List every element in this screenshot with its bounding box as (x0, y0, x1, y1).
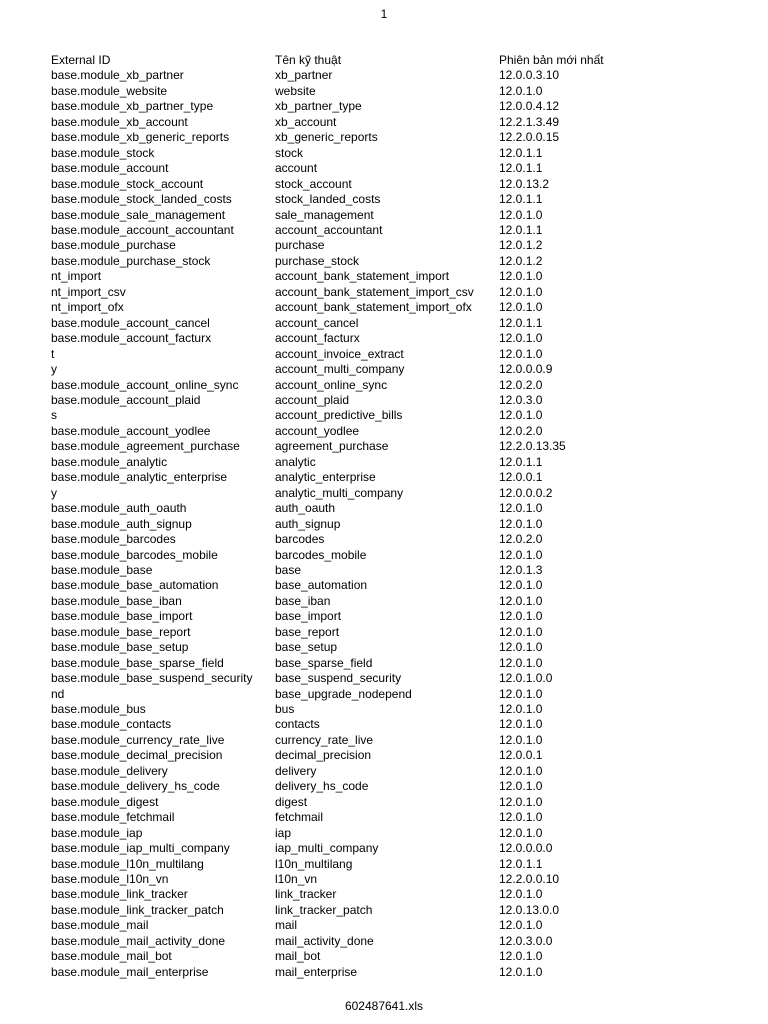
table-row (51, 733, 649, 748)
cell-technical-name: xb_account (275, 114, 337, 129)
cell-latest-version: 12.0.2.0 (499, 532, 543, 547)
cell-technical-name: iap_multi_company (275, 841, 379, 856)
cell-external-id: base.module_fetchmail (51, 810, 175, 825)
cell-external-id: base.module_l10n_multilang (51, 856, 204, 871)
cell-technical-name: xb_partner (275, 68, 333, 83)
cell-external-id: base.module_base_automation (51, 578, 219, 593)
table-row (51, 208, 649, 223)
cell-external-id: base.module_digest (51, 794, 159, 809)
cell-latest-version: 12.2.0.13.35 (499, 439, 566, 454)
cell-latest-version: 12.0.0.3.10 (499, 68, 560, 83)
cell-technical-name: bus (275, 702, 295, 717)
table-body (51, 68, 649, 980)
table-row (51, 872, 649, 887)
table-row (51, 161, 649, 176)
cell-latest-version: 12.0.1.0 (499, 501, 543, 516)
table-row (51, 300, 649, 315)
table-row (51, 687, 649, 702)
header-external-id: External ID (51, 53, 111, 67)
table-row (51, 857, 649, 872)
cell-latest-version: 12.0.1.0 (499, 732, 543, 747)
cell-external-id: base.module_bus (51, 702, 146, 717)
cell-latest-version: 12.0.1.1 (499, 315, 543, 330)
cell-latest-version: 12.0.1.0 (499, 779, 543, 794)
cell-external-id: nt_import_ofx (51, 300, 124, 315)
cell-technical-name: mail_enterprise (275, 964, 358, 979)
table-row (51, 702, 649, 717)
table-row (51, 748, 649, 763)
cell-technical-name: base_report (275, 624, 340, 639)
cell-latest-version: 12.0.1.1 (499, 856, 543, 871)
cell-technical-name: link_tracker_patch (275, 902, 373, 917)
table-row (51, 578, 649, 593)
table-row (51, 331, 649, 346)
table-row (51, 903, 649, 918)
cell-external-id: base.module_sale_management (51, 207, 226, 222)
cell-technical-name: account_accountant (275, 222, 383, 237)
cell-technical-name: base_iban (275, 593, 331, 608)
cell-external-id: base.module_decimal_precision (51, 748, 223, 763)
cell-technical-name: base_sparse_field (275, 655, 373, 670)
cell-technical-name: link_tracker (275, 887, 337, 902)
cell-technical-name: account_bank_statement_import_csv (275, 284, 474, 299)
cell-technical-name: account_plaid (275, 392, 350, 407)
cell-latest-version: 12.0.2.0 (499, 377, 543, 392)
cell-latest-version: 12.0.1.1 (499, 161, 543, 176)
table-row (51, 779, 649, 794)
cell-technical-name: delivery_hs_code (275, 779, 369, 794)
cell-latest-version: 12.0.1.0 (499, 887, 543, 902)
cell-latest-version: 12.0.1.0 (499, 702, 543, 717)
table-row (51, 378, 649, 393)
cell-latest-version: 12.0.1.0 (499, 408, 543, 423)
cell-technical-name: mail_activity_done (275, 933, 374, 948)
cell-external-id: base.module_mail (51, 918, 149, 933)
cell-latest-version: 12.0.1.1 (499, 145, 543, 160)
table-row (51, 640, 649, 655)
cell-latest-version: 12.0.1.0 (499, 284, 543, 299)
cell-latest-version: 12.0.1.0 (499, 964, 543, 979)
cell-latest-version: 12.0.1.0 (499, 655, 543, 670)
cell-external-id: base.module_l10n_vn (51, 872, 169, 887)
cell-latest-version: 12.2.0.0.10 (499, 872, 560, 887)
cell-technical-name: digest (275, 794, 308, 809)
cell-technical-name: purchase (275, 238, 325, 253)
cell-latest-version: 12.0.1.0 (499, 609, 543, 624)
cell-technical-name: barcodes (275, 532, 325, 547)
cell-external-id: base.module_base_report (51, 624, 191, 639)
cell-latest-version: 12.0.0.1 (499, 748, 543, 763)
table-row (51, 347, 649, 362)
cell-technical-name: purchase_stock (275, 253, 360, 268)
cell-external-id: base.module_analytic_enterprise (51, 470, 228, 485)
cell-latest-version: 12.2.0.0.15 (499, 130, 560, 145)
table-row (51, 918, 649, 933)
header-technical-name: Tên kỹ thuật (275, 53, 342, 67)
table-row (51, 238, 649, 253)
cell-external-id: base.module_purchase_stock (51, 253, 211, 268)
cell-external-id: base.module_base_sparse_field (51, 655, 224, 670)
cell-latest-version: 12.0.1.0 (499, 593, 543, 608)
cell-technical-name: stock_account (275, 176, 352, 191)
table-row (51, 810, 649, 825)
cell-latest-version: 12.0.3.0 (499, 392, 543, 407)
cell-external-id: base.module_mail_bot (51, 949, 172, 964)
cell-technical-name: currency_rate_live (275, 732, 374, 747)
table-row (51, 548, 649, 563)
cell-latest-version: 12.0.1.0 (499, 763, 543, 778)
cell-latest-version: 12.0.1.0 (499, 918, 543, 933)
table-row (51, 316, 649, 331)
cell-external-id: s (51, 408, 57, 423)
cell-technical-name: base_automation (275, 578, 368, 593)
cell-latest-version: 12.0.1.2 (499, 253, 543, 268)
cell-latest-version: 12.0.1.0 (499, 640, 543, 655)
table-header (51, 53, 649, 68)
page-number: 1 (380, 7, 388, 21)
cell-external-id: base.module_auth_signup (51, 516, 192, 531)
cell-external-id: base.module_account_accountant (51, 222, 234, 237)
table-row (51, 625, 649, 640)
cell-external-id: base.module_account_online_sync (51, 377, 239, 392)
cell-external-id: base.module_iap (51, 825, 143, 840)
cell-technical-name: analytic_multi_company (275, 485, 404, 500)
cell-latest-version: 12.0.0.1 (499, 470, 543, 485)
table-row (51, 424, 649, 439)
cell-external-id: base.module_agreement_purchase (51, 439, 240, 454)
cell-technical-name: account_bank_statement_import_ofx (275, 300, 472, 315)
cell-technical-name: contacts (275, 717, 320, 732)
table-row (51, 146, 649, 161)
cell-latest-version: 12.0.1.0 (499, 624, 543, 639)
cell-external-id: nd (51, 686, 65, 701)
cell-external-id: base.module_stock_account (51, 176, 204, 191)
cell-external-id: base.module_stock_landed_costs (51, 192, 232, 207)
cell-external-id: y (51, 485, 57, 500)
cell-latest-version: 12.0.0.0.2 (499, 485, 553, 500)
cell-technical-name: stock (275, 145, 304, 160)
cell-external-id: base.module_delivery (51, 763, 168, 778)
cell-latest-version: 12.0.2.0 (499, 423, 543, 438)
cell-technical-name: stock_landed_costs (275, 192, 381, 207)
cell-latest-version: 12.0.1.0 (499, 686, 543, 701)
cell-external-id: base.module_account_cancel (51, 315, 210, 330)
table-row (51, 269, 649, 284)
cell-external-id: base.module_xb_account (51, 114, 188, 129)
cell-latest-version: 12.0.3.0.0 (499, 933, 553, 948)
table-row (51, 115, 649, 130)
cell-latest-version: 12.0.1.0 (499, 578, 543, 593)
cell-technical-name: base_setup (275, 640, 338, 655)
cell-technical-name: l10n_multilang (275, 856, 353, 871)
cell-technical-name: account_multi_company (275, 362, 405, 377)
table-row (51, 362, 649, 377)
cell-latest-version: 12.0.1.0 (499, 83, 543, 98)
cell-latest-version: 12.0.1.0.0 (499, 671, 553, 686)
cell-external-id: base.module_base_import (51, 609, 193, 624)
cell-external-id: base.module_delivery_hs_code (51, 779, 220, 794)
cell-external-id: base.module_analytic (51, 454, 168, 469)
cell-technical-name: account_predictive_bills (275, 408, 403, 423)
table-row (51, 192, 649, 207)
table-row (51, 223, 649, 238)
cell-latest-version: 12.0.1.0 (499, 810, 543, 825)
cell-external-id: base.module_contacts (51, 717, 172, 732)
cell-latest-version: 12.0.1.0 (499, 794, 543, 809)
table-row (51, 130, 649, 145)
cell-technical-name: account_invoice_extract (275, 346, 404, 361)
module-table (51, 53, 649, 980)
cell-latest-version: 12.0.1.0 (499, 516, 543, 531)
header-row (51, 53, 649, 68)
cell-technical-name: account_bank_statement_import (275, 269, 450, 284)
cell-technical-name: account (275, 161, 318, 176)
file-name-footer: 602487641.xls (344, 999, 424, 1013)
cell-external-id: base.module_mail_enterprise (51, 964, 209, 979)
cell-technical-name: mail (275, 918, 298, 933)
cell-external-id: base.module_website (51, 83, 168, 98)
cell-external-id: base.module_base_iban (51, 593, 182, 608)
cell-external-id: base.module_mail_activity_done (51, 933, 226, 948)
cell-external-id: base.module_xb_partner (51, 68, 184, 83)
cell-external-id: base.module_stock (51, 145, 155, 160)
cell-external-id: y (51, 362, 57, 377)
table-row (51, 795, 649, 810)
cell-external-id: base.module_barcodes (51, 532, 176, 547)
cell-technical-name: account_online_sync (275, 377, 388, 392)
table-row (51, 532, 649, 547)
cell-latest-version: 12.0.13.2 (499, 176, 550, 191)
table-row (51, 84, 649, 99)
table-row (51, 393, 649, 408)
cell-latest-version: 12.2.1.3.49 (499, 114, 560, 129)
cell-technical-name: xb_generic_reports (275, 130, 378, 145)
cell-technical-name: xb_partner_type (275, 99, 362, 114)
cell-latest-version: 12.0.1.0 (499, 949, 543, 964)
table-row (51, 68, 649, 83)
table-row (51, 671, 649, 686)
cell-technical-name: fetchmail (275, 810, 324, 825)
cell-external-id: base.module_currency_rate_live (51, 732, 225, 747)
cell-latest-version: 12.0.1.0 (499, 346, 543, 361)
cell-technical-name: auth_signup (275, 516, 341, 531)
cell-technical-name: base_upgrade_nodepend (275, 686, 412, 701)
table-row (51, 965, 649, 980)
table-row (51, 563, 649, 578)
cell-technical-name: analytic_enterprise (275, 470, 376, 485)
table-row (51, 594, 649, 609)
cell-technical-name: account_cancel (275, 315, 359, 330)
cell-external-id: base.module_account (51, 161, 169, 176)
table-row (51, 717, 649, 732)
table-row (51, 439, 649, 454)
table-row (51, 656, 649, 671)
cell-technical-name: base_import (275, 609, 342, 624)
table-row (51, 609, 649, 624)
cell-latest-version: 12.0.1.1 (499, 454, 543, 469)
cell-technical-name: account_yodlee (275, 423, 360, 438)
table-row (51, 501, 649, 516)
table-row (51, 764, 649, 779)
cell-technical-name: sale_management (275, 207, 374, 222)
table-row (51, 486, 649, 501)
cell-technical-name: mail_bot (275, 949, 321, 964)
cell-technical-name: l10n_vn (275, 872, 318, 887)
table-row (51, 841, 649, 856)
table-row (51, 99, 649, 114)
table-row (51, 934, 649, 949)
cell-external-id: base.module_base (51, 562, 153, 577)
cell-external-id: base.module_purchase (51, 238, 176, 253)
header-latest-version: Phiên bản mới nhất (499, 53, 604, 67)
cell-external-id: base.module_account_facturx (51, 331, 212, 346)
table-row (51, 285, 649, 300)
cell-technical-name: account_facturx (275, 331, 360, 346)
cell-latest-version: 12.0.1.1 (499, 222, 543, 237)
cell-technical-name: base_suspend_security (275, 671, 402, 686)
cell-external-id: base.module_link_tracker (51, 887, 188, 902)
table-row (51, 517, 649, 532)
cell-external-id: nt_import (51, 269, 102, 284)
cell-technical-name: website (275, 83, 316, 98)
cell-latest-version: 12.0.1.0 (499, 207, 543, 222)
cell-technical-name: base (275, 562, 302, 577)
table-row (51, 949, 649, 964)
cell-latest-version: 12.0.1.0 (499, 331, 543, 346)
table-row (51, 254, 649, 269)
cell-latest-version: 12.0.1.0 (499, 717, 543, 732)
cell-technical-name: barcodes_mobile (275, 547, 367, 562)
cell-latest-version: 12.0.0.4.12 (499, 99, 560, 114)
table-row (51, 470, 649, 485)
cell-technical-name: delivery (275, 763, 317, 778)
cell-external-id: base.module_xb_generic_reports (51, 130, 230, 145)
cell-technical-name: analytic (275, 454, 316, 469)
cell-latest-version: 12.0.13.0.0 (499, 902, 560, 917)
cell-technical-name: agreement_purchase (275, 439, 389, 454)
table-row (51, 826, 649, 841)
cell-latest-version: 12.0.1.3 (499, 562, 543, 577)
cell-external-id: base.module_barcodes_mobile (51, 547, 218, 562)
cell-latest-version: 12.0.1.0 (499, 269, 543, 284)
cell-external-id: base.module_link_tracker_patch (51, 902, 224, 917)
cell-external-id: base.module_account_plaid (51, 392, 201, 407)
cell-external-id: base.module_xb_partner_type (51, 99, 214, 114)
cell-latest-version: 12.0.1.1 (499, 192, 543, 207)
cell-latest-version: 12.0.1.0 (499, 547, 543, 562)
cell-external-id: nt_import_csv (51, 284, 126, 299)
cell-external-id: base.module_account_yodlee (51, 423, 211, 438)
table-row (51, 408, 649, 423)
cell-external-id: base.module_base_setup (51, 640, 189, 655)
cell-technical-name: auth_oauth (275, 501, 336, 516)
table-row (51, 887, 649, 902)
cell-latest-version: 12.0.0.0.0 (499, 841, 553, 856)
cell-external-id: base.module_base_suspend_security (51, 671, 253, 686)
cell-external-id: base.module_iap_multi_company (51, 841, 230, 856)
cell-external-id: base.module_auth_oauth (51, 501, 187, 516)
cell-latest-version: 12.0.1.0 (499, 300, 543, 315)
cell-latest-version: 12.0.1.2 (499, 238, 543, 253)
cell-technical-name: decimal_precision (275, 748, 372, 763)
cell-external-id: t (51, 346, 55, 361)
cell-latest-version: 12.0.0.0.9 (499, 362, 553, 377)
cell-technical-name: iap (275, 825, 292, 840)
table-row (51, 177, 649, 192)
table-row (51, 455, 649, 470)
cell-latest-version: 12.0.1.0 (499, 825, 543, 840)
